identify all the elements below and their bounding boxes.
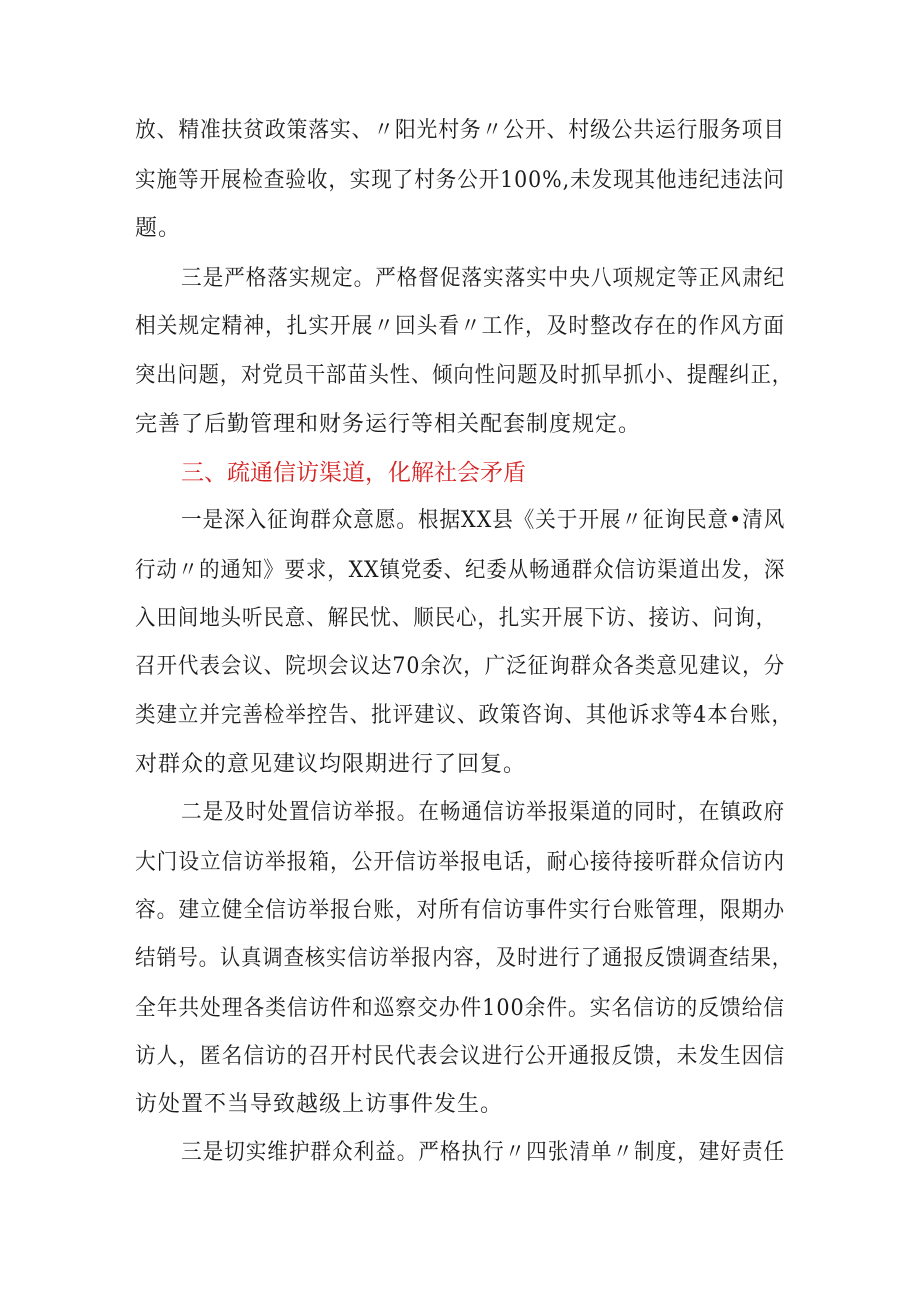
text-line: 二是及时处置信访举报。在畅通信访举报渠道的同时，在镇政府	[181, 800, 786, 825]
text-line: 三是严格落实规定。严格督促落实落实中央八项规定等正风肃纪	[181, 266, 786, 291]
text-line: 三是切实维护群众利益。严格执行〃四张清单〃制度，建好责任	[181, 1140, 786, 1165]
text-line: 访处置不当导致越级上访事件发生。	[135, 1092, 504, 1117]
text-line: 结销号。认真调查核实信访举报内容，及时进行了通报反馈调查结果，	[135, 946, 794, 971]
section-heading: 三、疏通信访渠道，化解社会矛盾	[181, 460, 526, 486]
text-line: 相关规定精神，扎实开展〃回头看〃工作，及时整改存在的作风方面	[135, 314, 785, 339]
text-line: 访人，匿名信访的召开村民代表会议进行公开通报反馈，未发生因信	[135, 1044, 785, 1069]
text-line: 放、精准扶贫政策落实、〃阳光村务〃公开、村级公共运行服务项目	[135, 118, 785, 143]
text-line: 对群众的意见建议均限期进行了回复。	[135, 752, 527, 777]
text-line: 突出问题，对党员干部苗头性、倾向性问题及时抓早抓小、提醒纠正，	[135, 363, 794, 388]
text-line: 召开代表会议、院坝会议达70余次，广泛征询群众各类意见建议，分	[135, 654, 786, 679]
text-line: 行动〃的通知》要求，XX镇党委、纪委从畅通群众信访渠道出发，深	[135, 558, 786, 583]
text-line: 题。	[135, 216, 182, 241]
text-line: 类建立并完善检举控告、批评建议、政策咨询、其他诉求等4本台账，	[135, 703, 793, 728]
text-line: 容。建立健全信访举报台账，对所有信访事件实行台账管理，限期办	[135, 898, 785, 923]
text-line: 完善了后勤管理和财务运行等相关配套制度规定。	[135, 412, 642, 437]
text-line: 全年共处理各类信访件和巡察交办件100余件。实名信访的反馈给信	[135, 996, 786, 1021]
text-line: 一是深入征询群众意愿。根据XX县《关于开展〃征询民意•清风	[181, 508, 786, 533]
text-line: 实施等开展检查验收，实现了村务公开100%,未发现其他违纪违法问	[135, 168, 785, 193]
text-line: 入田间地头听民意、解民忧、顺民心，扎实开展下访、接访、问询，	[135, 606, 777, 631]
text-line: 大门设立信访举报箱，公开信访举报电话，耐心接待接听群众信访内	[135, 850, 785, 875]
